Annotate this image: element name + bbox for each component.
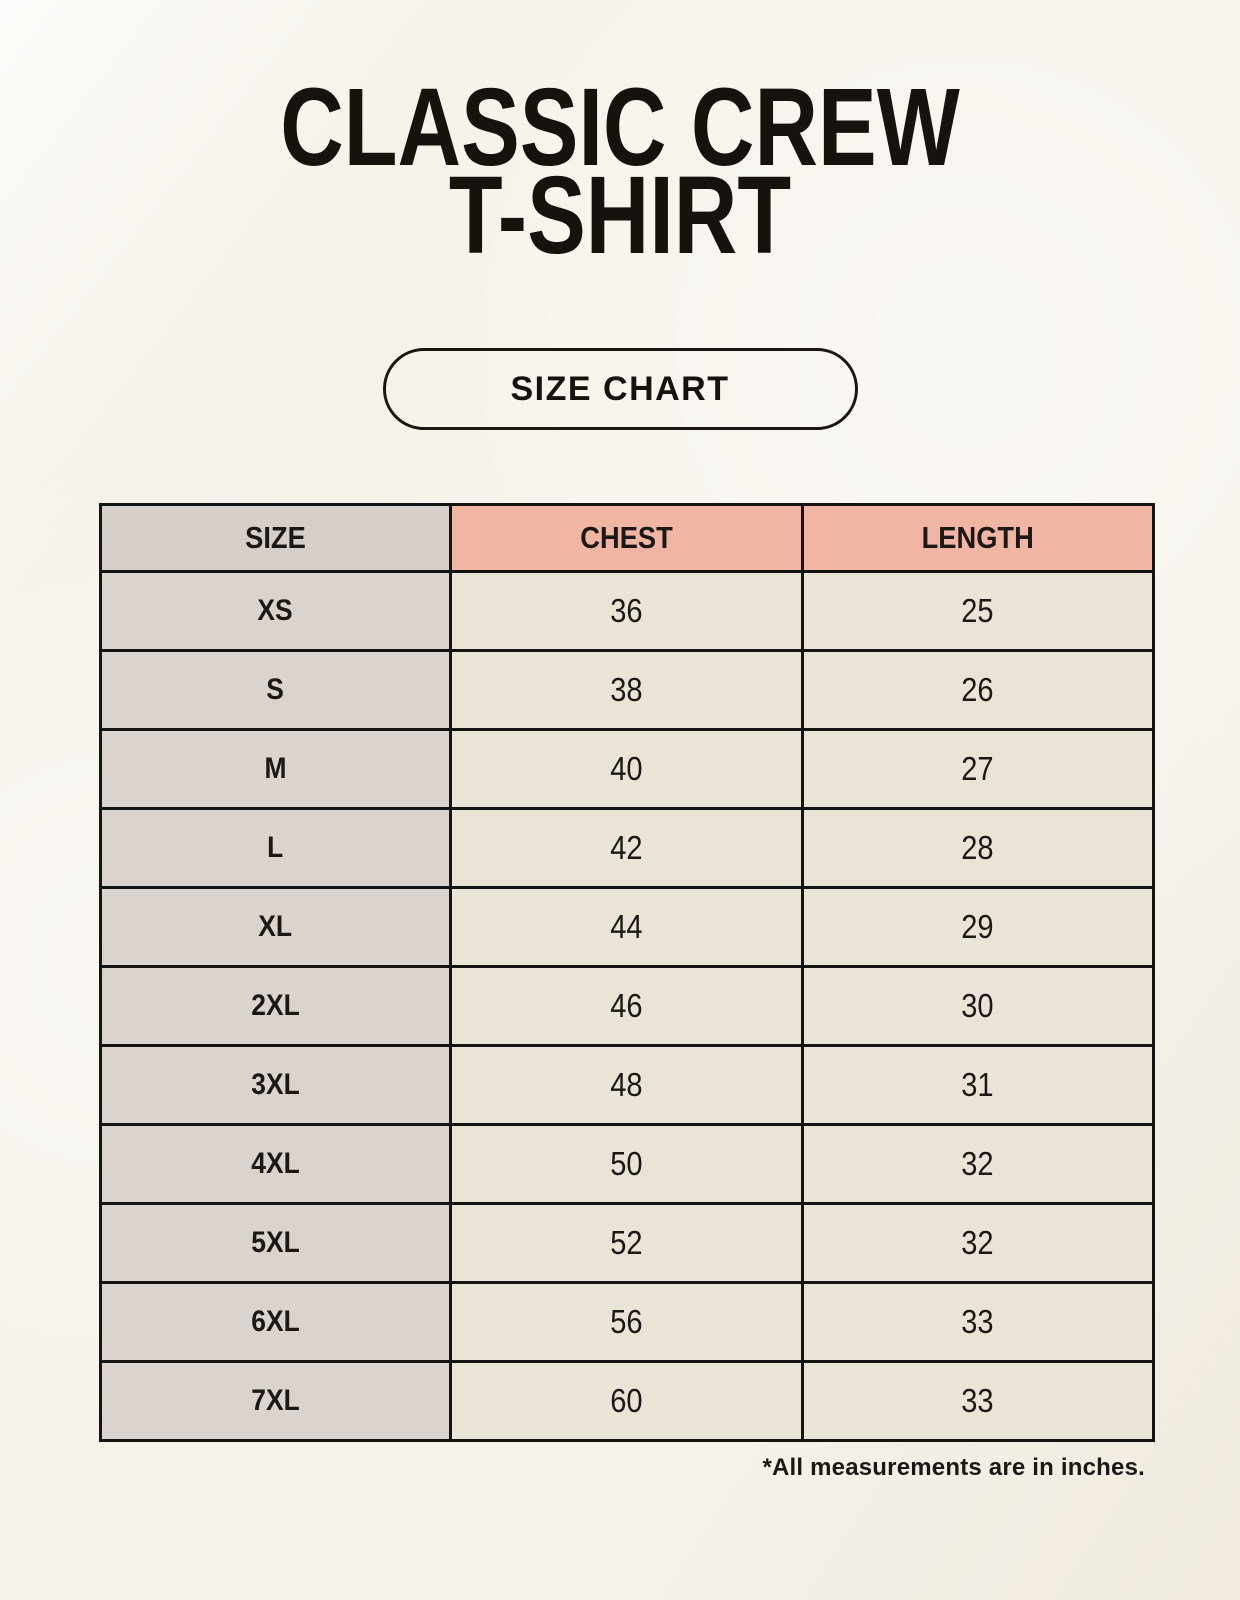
table-row [101, 1362, 1154, 1441]
chest-value: 52 [451, 1204, 803, 1283]
size-label: S [101, 651, 451, 730]
length-value: 33 [802, 1362, 1154, 1441]
length-value: 33 [802, 1283, 1154, 1362]
chest-value: 40 [451, 730, 803, 809]
chest-value: 48 [451, 1046, 803, 1125]
table-row [101, 1046, 1154, 1125]
size-label: XS [101, 572, 451, 651]
table-row [101, 1204, 1154, 1283]
length-value: 26 [802, 651, 1154, 730]
chest-value: 42 [451, 809, 803, 888]
column-header-chest: CHEST [451, 505, 803, 572]
badge-container [0, 348, 1240, 430]
length-value: 32 [802, 1204, 1154, 1283]
size-label: 2XL [101, 967, 451, 1046]
table-container [99, 503, 1155, 1442]
size-label: 7XL [101, 1362, 451, 1441]
length-value: 31 [802, 1046, 1154, 1125]
size-label: L [101, 809, 451, 888]
table-header-row [101, 505, 1154, 572]
table-row [101, 1125, 1154, 1204]
column-header-size: SIZE [101, 505, 451, 572]
table-row [101, 730, 1154, 809]
title-line-2: T-SHIRT [448, 154, 792, 277]
table-row [101, 651, 1154, 730]
chest-value: 50 [451, 1125, 803, 1204]
chest-value: 60 [451, 1362, 803, 1441]
table-row [101, 572, 1154, 651]
length-value: 29 [802, 888, 1154, 967]
measurements-footnote: *All measurements are in inches. [762, 1454, 1145, 1481]
table-row [101, 809, 1154, 888]
chest-value: 56 [451, 1283, 803, 1362]
length-value: 30 [802, 967, 1154, 1046]
length-value: 28 [802, 809, 1154, 888]
table-row [101, 1283, 1154, 1362]
size-chart-table [99, 503, 1155, 1442]
column-header-length: LENGTH [802, 505, 1154, 572]
size-label: 6XL [101, 1283, 451, 1362]
size-label: XL [101, 888, 451, 967]
title-line-1: CLASSIC CREW [280, 66, 960, 189]
size-chart-badge[interactable]: SIZE CHART [383, 348, 858, 430]
size-label: M [101, 730, 451, 809]
size-label: 4XL [101, 1125, 451, 1204]
chest-value: 46 [451, 967, 803, 1046]
length-value: 32 [802, 1125, 1154, 1204]
length-value: 27 [802, 730, 1154, 809]
size-label: 3XL [101, 1046, 451, 1125]
chest-value: 38 [451, 651, 803, 730]
page-title [0, 0, 1240, 277]
chest-value: 36 [451, 572, 803, 651]
size-label: 5XL [101, 1204, 451, 1283]
table-row [101, 967, 1154, 1046]
table-row [101, 888, 1154, 967]
chest-value: 44 [451, 888, 803, 967]
length-value: 25 [802, 572, 1154, 651]
